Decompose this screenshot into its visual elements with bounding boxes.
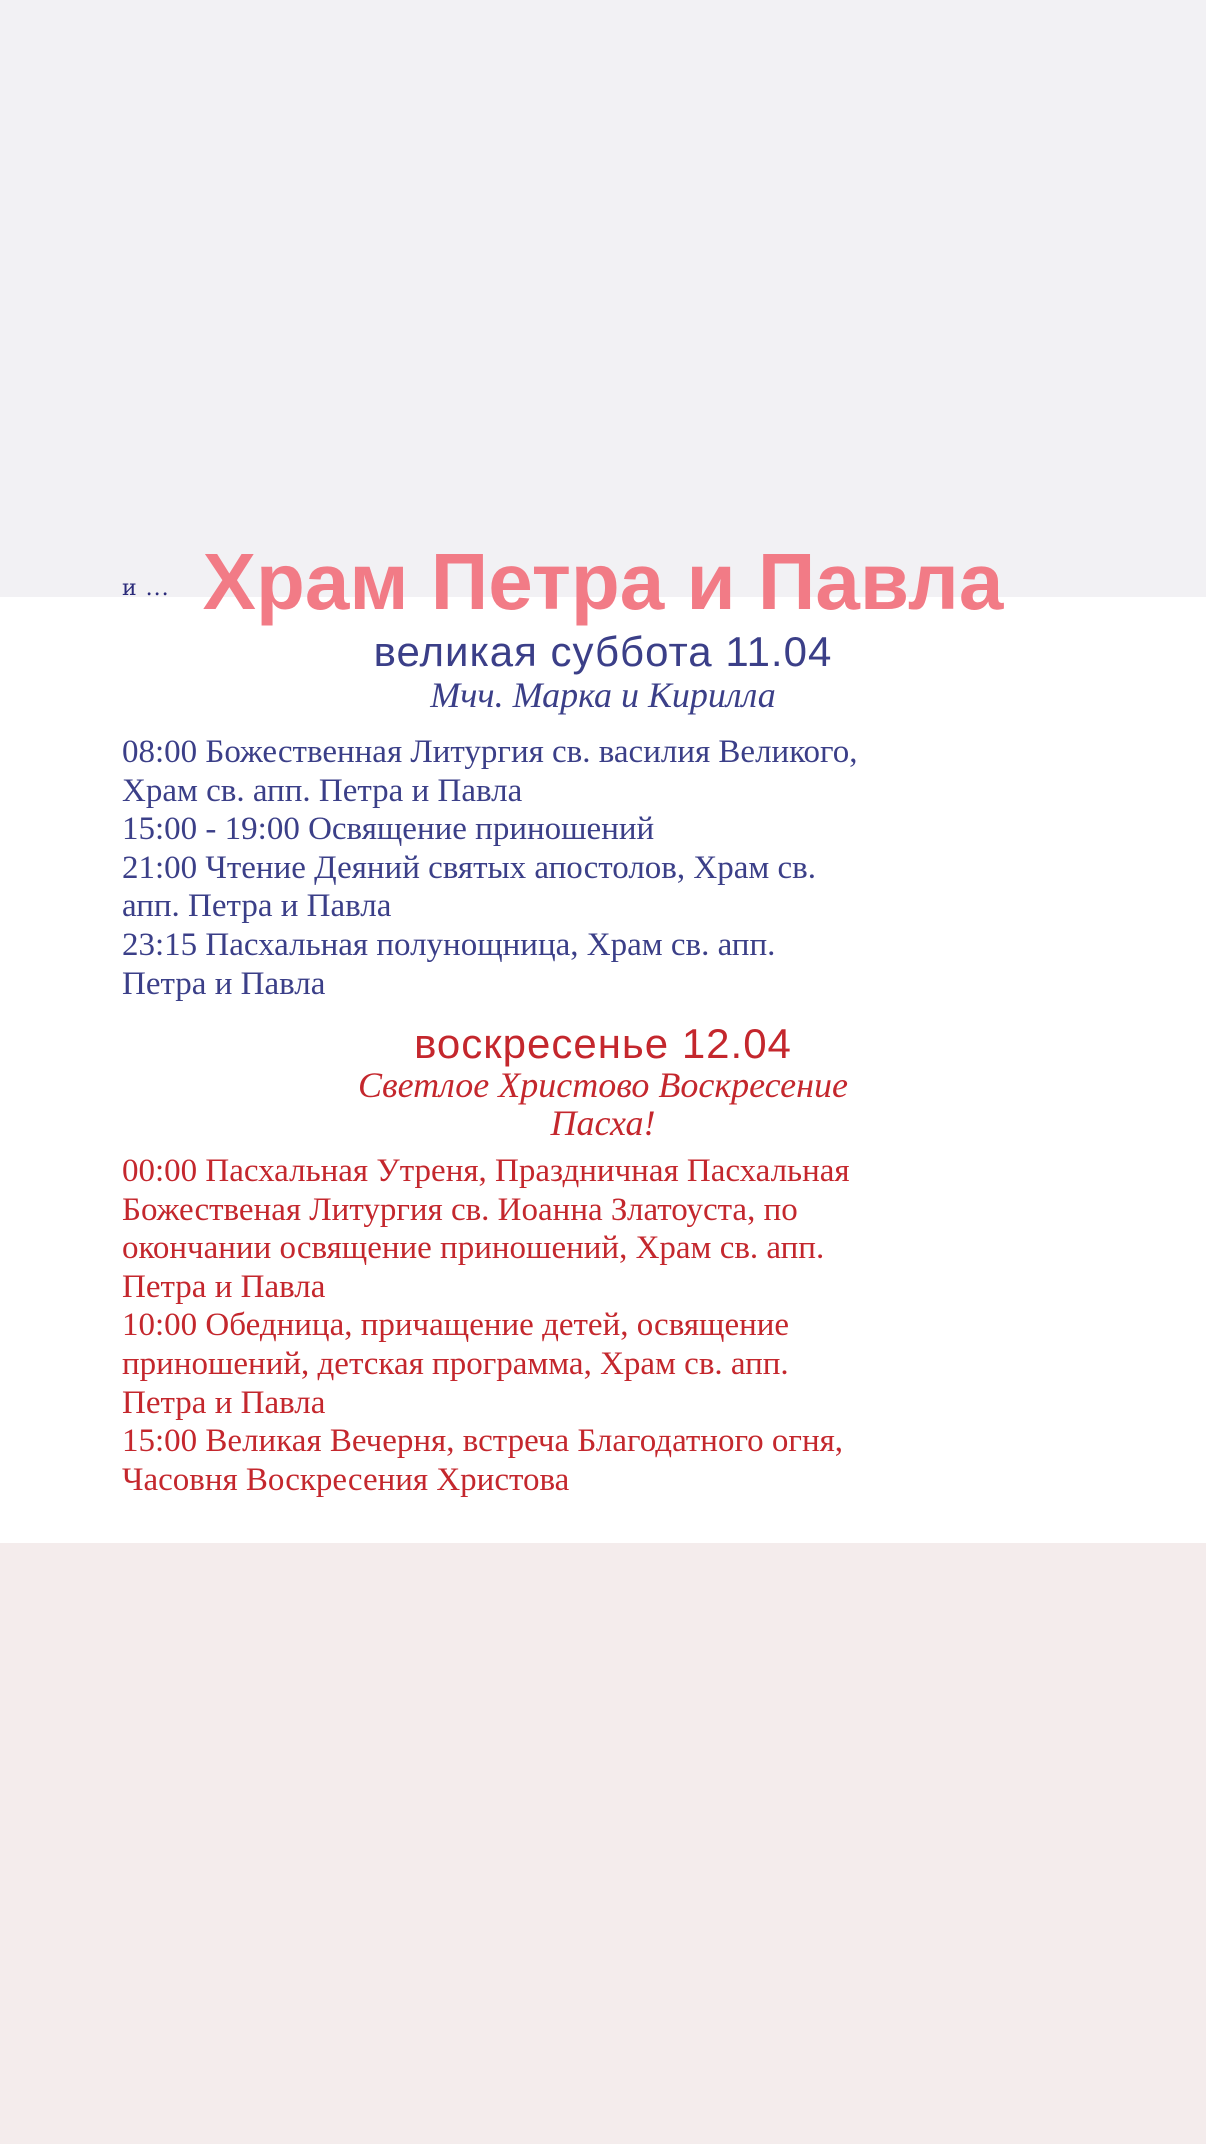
schedule-line: Петра и Павла	[122, 1268, 326, 1305]
schedule-line: Храм св. апп. Петра и Павла	[122, 772, 523, 809]
sunday-subtitle: Светлое Христово Воскресение	[357, 1065, 848, 1105]
schedule-line: Божественая Литургия св. Иоанна Златоуста, по	[122, 1191, 798, 1228]
top-background	[0, 0, 1206, 597]
schedule-line: приношений, детская программа, Храм св. апп.	[122, 1345, 789, 1382]
sunday-heading: воскресенье 12.04	[414, 1020, 792, 1067]
schedule-line: 10:00 Обедница, причащение детей, освящение	[122, 1307, 790, 1344]
schedule-line: 00:00 Пасхальная Утреня, Праздничная Пасхальная	[122, 1153, 850, 1189]
schedule-line: окончании освящение приношений, Храм св. апп.	[122, 1230, 825, 1267]
story-title-overlay[interactable]: Храм Петра и Павла	[202, 537, 1004, 626]
bottom-background	[0, 1543, 1206, 2144]
schedule-line: Петра и Павла	[122, 965, 326, 1002]
saturday-heading: великая суббота 11.04	[373, 628, 833, 675]
cropped-text: и ...	[122, 576, 170, 598]
sunday-subtitle-pascha: Пасха!	[550, 1103, 656, 1143]
saturday-subtitle: Мчч. Марка и Кирилла	[430, 675, 776, 715]
schedule-line: 15:00 Великая Вечерня, встреча Благодатного огня,	[122, 1423, 844, 1460]
schedule-line: 08:00 Божественная Литургия св. василия Великого,	[122, 734, 858, 770]
sunday-schedule	[122, 1152, 1102, 1499]
saturday-schedule	[122, 733, 1102, 1003]
schedule-line: 21:00 Чтение Деяний святых апостолов, Храм св.	[122, 849, 816, 886]
schedule-line: Петра и Павла	[122, 1384, 326, 1421]
schedule-line: Часовня Воскресения Христова	[122, 1461, 570, 1498]
schedule-line: 23:15 Пасхальная полунощница, Храм св. апп.	[122, 926, 776, 963]
schedule-line: апп. Петра и Павла	[122, 888, 392, 925]
schedule-line: 15:00 - 19:00 Освящение приношений	[122, 811, 655, 848]
